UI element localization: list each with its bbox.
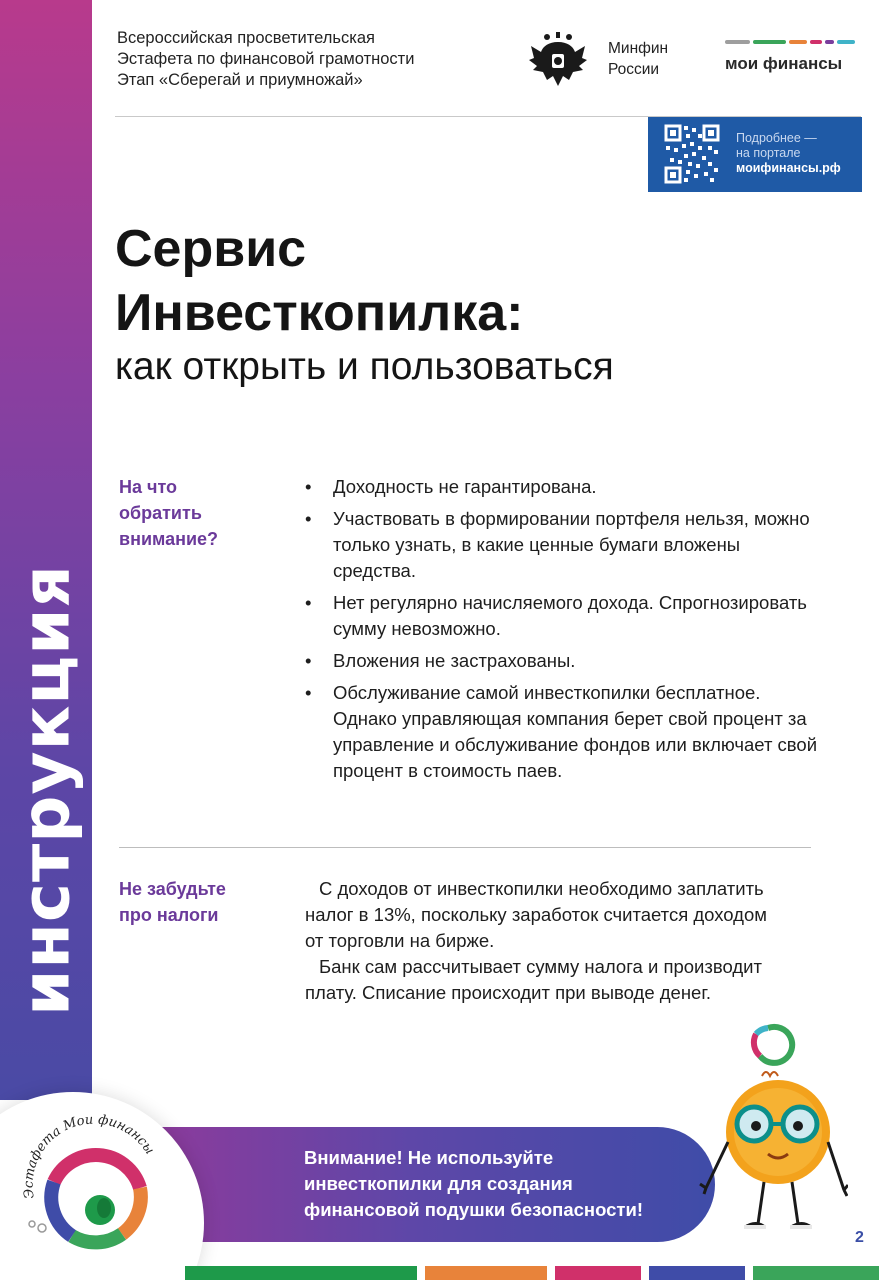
warning-banner	[160, 1127, 715, 1242]
list-item: • Нет регулярно начисляемого дохода. Спрогнозировать сумму невозможно.	[305, 592, 807, 639]
list-item: • Вложения не застрахованы.	[305, 650, 576, 671]
ministry-line: России	[608, 61, 660, 78]
page-number: 2	[855, 1229, 864, 1246]
header-line: Эстафета по финансовой грамотности	[117, 50, 415, 68]
taxes-section-label	[119, 876, 226, 928]
section-divider	[119, 847, 811, 848]
list-item: • Участвовать в формировании портфеля нельзя, можно только узнать, в какие ценные бумаги вложены средства.	[305, 508, 810, 581]
bottom-color-strip	[185, 1266, 885, 1280]
banner-line: инвесткопилки для создания	[304, 1173, 573, 1194]
qr-caption-line: на портале	[736, 146, 801, 160]
relay-logo-text: Эстафета Мои финансы	[21, 1112, 157, 1200]
banner-line: Внимание! Не используйте	[304, 1147, 554, 1168]
label-line: про налоги	[119, 905, 219, 925]
taxes-paragraph: С доходов от инвесткопилки необходимо заплатить налог в 13%, поскольку заработок считается доходом от торговли на бирже.	[305, 878, 767, 951]
header-event-title	[117, 28, 414, 91]
attention-section-label	[119, 474, 218, 552]
sidebar-vertical-title: инструкция	[7, 564, 85, 1016]
brand-color-bars	[725, 40, 855, 44]
taxes-paragraph: Банк сам рассчитывает сумму налога и производит плату. Списание происходит при выводе денег.	[305, 956, 762, 1003]
taxes-body	[305, 876, 775, 1006]
relay-logo-icon	[12, 1112, 172, 1260]
label-line: На что	[119, 477, 178, 497]
header-line: Этап «Сберегай и приумножай»	[117, 71, 363, 89]
left-sidebar-band	[0, 0, 92, 1100]
attention-list	[305, 474, 825, 790]
state-emblem-icon	[527, 28, 589, 90]
label-line: обратить	[119, 503, 202, 523]
page-title-line2: Инвесткопилка:	[115, 284, 524, 342]
portal-link[interactable]: моифинансы.рф	[736, 161, 841, 175]
qr-code-icon[interactable]	[664, 124, 720, 184]
page-title-line1: Сервис	[115, 220, 307, 278]
header-line: Всероссийская просветительская	[117, 29, 375, 47]
portal-qr-card[interactable]	[648, 117, 862, 192]
warning-banner-text	[304, 1145, 643, 1223]
coin-mascot-icon	[698, 1012, 848, 1242]
list-item: • Обслуживание самой инвесткопилки бесплатное. Однако управляющая компания берет свой процент за управление и обслуживание фондов или включает свой процент в стоимость паев.	[305, 682, 818, 781]
qr-caption-line: Подробнее —	[736, 131, 817, 145]
ministry-name	[608, 38, 668, 80]
banner-line: финансовой подушки безопасности!	[304, 1199, 644, 1220]
list-item: • Доходность не гарантирована.	[305, 476, 597, 497]
label-line: внимание?	[119, 529, 219, 549]
qr-caption	[736, 131, 841, 176]
ministry-line: Минфин	[608, 40, 669, 57]
brand-name: мои финансы	[725, 54, 843, 73]
page-subtitle: как открыть и пользоваться	[115, 345, 614, 388]
moi-finansy-logo	[725, 40, 855, 74]
label-line: Не забудьте	[119, 879, 226, 899]
